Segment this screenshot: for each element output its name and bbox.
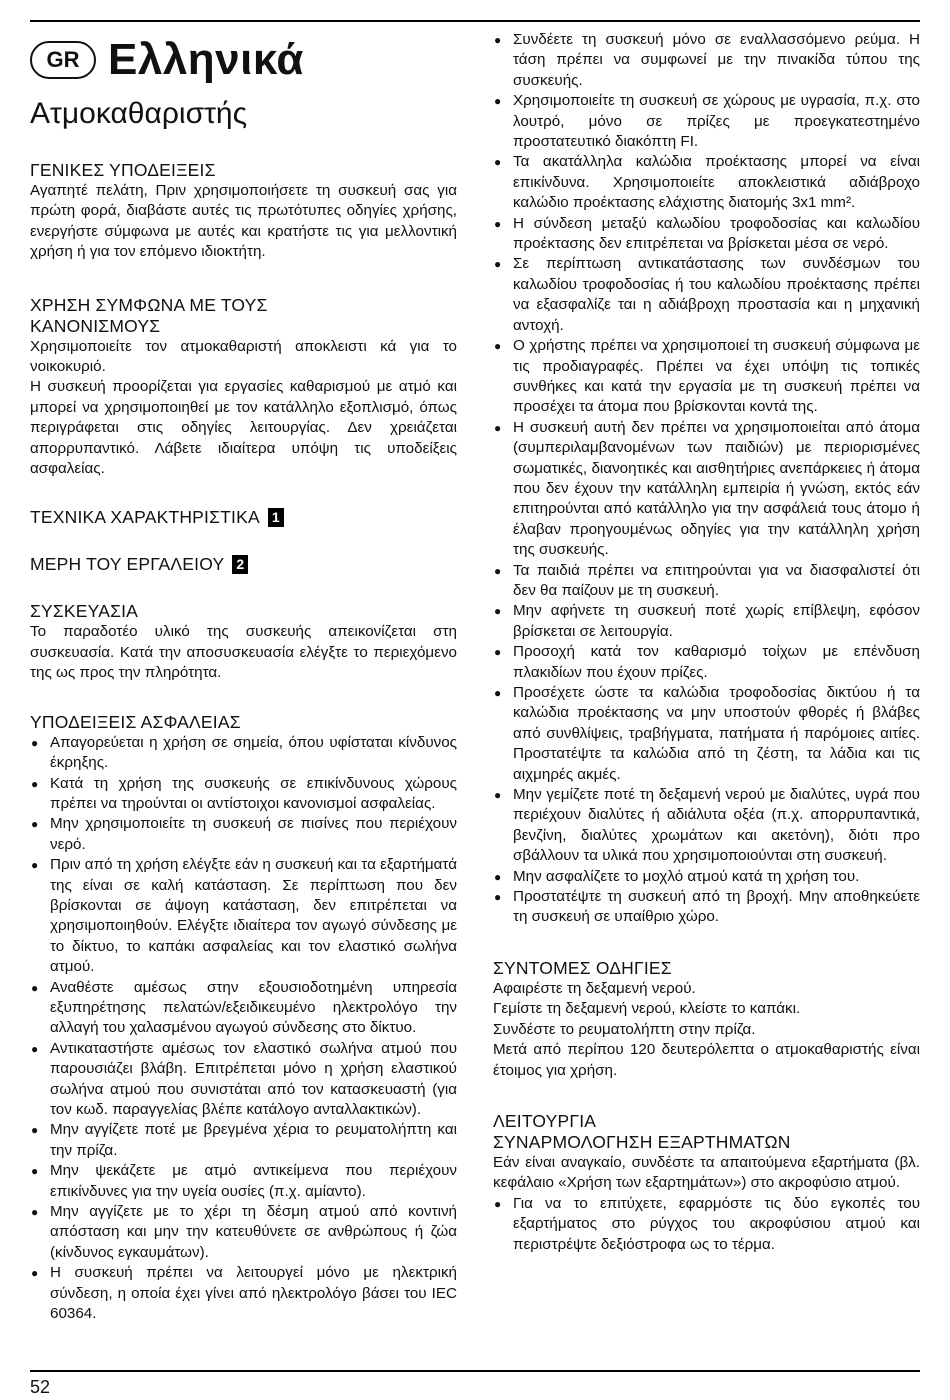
section-operation	[493, 1111, 920, 1255]
page-number: 52	[30, 1377, 51, 1397]
section-tool-parts	[30, 554, 457, 575]
list-item: ● Μην γεμίζετε ποτέ τη δεξαμενή νερού με διαλύτες, υγρά που περιέχουν διαλύτες ή αδιάλυτα οξέα (π.χ. απορρυπαντικά, βενζίνη, διαλύτες χρωμάτων και ακετόνη), διότι προ σβάλλουν τα υλικά που χρησιμοποιούνται στη συσκευή.	[493, 785, 920, 867]
top-rule	[30, 20, 920, 22]
list-item: ● Η συσκευή αυτή δεν πρέπει να χρησιμοποιείται από άτομα (συμπεριλαμβανομένων των παιδιών) με περιορισμένες σωματικές, διανοητικές και αισθητήριες ανεπάρκειες ή άτομα που δεν έχουν την κατάλληλη εμπειρία ή γνώση, εκτός εάν επιτηρούνται από κατάλληλο για την ασφάλειά τους άτομο ή έλαβαν προηγουμένως οδηγίες για την κατάλληλη χρήση της συσκευής.	[493, 418, 920, 561]
operation-list	[493, 1194, 920, 1255]
list-item: ● Μην ψεκάζετε με ατμό αντικείμενα που περιέχουν επικίνδυνες για την υγεία ουσίες (π.χ. αμίαντο).	[30, 1161, 457, 1202]
section-technical-data	[30, 507, 457, 528]
bottom-rule	[30, 1370, 920, 1372]
list-item: ● Απαγορεύεται η χρήση σε σημεία, όπου υφίσταται κίνδυνος έκρηξης.	[30, 733, 457, 774]
list-item: ● Αντικαταστήστε αμέσως τον ελαστικό σωλήνα ατμού που παρουσιάζει βλάβη. Επιτρέπεται μόνο η χρήση ελαστικού σωλήνα ατμού που συνιστάται από τον κατασκευαστή (για τον κωδ. παραγγελίας βλέπε κατάλογο ανταλλακτικών).	[30, 1039, 457, 1121]
list-item: ● Η σύνδεση μεταξύ καλωδίου τροφοδοσίας και καλωδίου προέκτασης δεν επιτρέπεται να βρίσκεται μέσα σε νερό.	[493, 214, 920, 255]
quick-line: Γεμίστε τη δεξαμενή νερού, κλείστε το καπάκι.	[493, 1000, 801, 1018]
section-heading: ΤΕΧΝΙΚΑ ΧΑΡΑΚΤΗΡΙΣΤΙΚΑ	[30, 507, 260, 528]
list-item: ● Μην αγγίζετε με το χέρι τη δέσμη ατμού από κοντινή απόσταση και μην την κατευθύνετε σε ανθρώπους ή ζώα (κίνδυνος εγκαυμάτων).	[30, 1202, 457, 1263]
section-heading: ΣΥΣΚΕΥΑΣΙΑ	[30, 601, 139, 622]
list-item: ● Μην ασφαλίζετε το μοχλό ατμού κατά τη χρήση του.	[493, 867, 920, 887]
quick-line: Συνδέστε το ρευματολήπτη στην πρίζα.	[493, 1020, 756, 1038]
language-code-badge: GR	[30, 41, 96, 79]
list-item: ● Τα ακατάλληλα καλώδια προέκτασης μπορεί να είναι επικίνδυνα. Χρησιμοποιείτε αποκλειστικά αδιάβροχο καλώδιο προέκτασης ελάχιστης διατομής 3x1 mm².	[493, 152, 920, 213]
section-packaging	[30, 601, 457, 683]
section-quick-guide	[493, 958, 920, 1081]
list-item: ● Κατά τη χρήση της συσκευής σε επικίνδυνους χώρους πρέπει να τηρούνται οι αντίστοιχοι κανονισμοί ασφαλείας.	[30, 774, 457, 815]
tool-parts-heading	[30, 554, 457, 575]
section-heading: ΣΥΝΤΟΜΕΣ ΟΔΗΓΙΕΣ	[493, 957, 672, 978]
list-item: ● Μην αφήνετε τη συσκευή ποτέ χωρίς επίβλεψη, εφόσον βρίσκεται σε λειτουργία.	[493, 601, 920, 642]
figure-ref-badge: 2	[232, 555, 248, 574]
section-heading-line2: ΚΑΝΟΝΙΣΜΟΥΣ	[30, 315, 161, 336]
section-heading: ΓΕΝΙΚΕΣ ΥΠΟΔΕΙΞΕΙΣ	[30, 160, 216, 180]
list-item: ● Αναθέστε αμέσως στην εξουσιοδοτημένη υπηρεσία εξυπηρέτησης πελατών/εξειδικευμένο ηλεκτρολόγο την αλλαγή του χαλασμένου αγωγού σύνδεσης στο δίκτυο.	[30, 978, 457, 1039]
section-text: Αγαπητέ πελάτη, Πριν χρησιμοποιήσετε τη συσκευή σας για πρώτη φορά, διαβάστε αυτές τις πρωτότυπες οδηγίες χρήσης, ενεργήστε σύμφωνα με αυτές και κρατήστε τις για μελλοντική χρήση ή για τον επόμενο ιδιοκτήτη.	[30, 182, 457, 261]
list-item: ● Μην αγγίζετε ποτέ με βρεγμένα χέρια το ρευματολήπτη και την πρίζα.	[30, 1120, 457, 1161]
document-title: Ατμοκαθαριστής	[30, 97, 248, 130]
list-item: ● Μην χρησιμοποιείτε τη συσκευή σε πισίνες που περιέχουν νερό.	[30, 814, 457, 855]
list-item: ● Ο χρήστης πρέπει να χρησιμοποιεί τη συσκευή σύμφωνα με τις προδιαγραφές. Πρέπει να έχει υπόψη τις τοπικές συνθήκες και κατά την εργασία με τη συσκευή πρέπει να προσέχει τα άτομα που βρίσκονται κοντά της.	[493, 336, 920, 418]
list-item: ● Σε περίπτωση αντικατάστασης των συνδέσμων του καλωδίου τροφοδοσίας ή του καλωδίου προέκτασης πρέπει να εξασφαλίζε ται η αδιάβροχη προστασία και η μηχανική αντοχή.	[493, 254, 920, 336]
list-item: ● Συνδέετε τη συσκευή μόνο σε εναλλασσόμενο ρεύμα. Η τάση πρέπει να συμφωνεί με την πινακίδα τύπου της συσκευής.	[493, 30, 920, 91]
language-title: Ελληνικά	[108, 34, 304, 84]
list-item: ● Για να το επιτύχετε, εφαρμόστε τις δύο εγκοπές του εξαρτήματος στο ρύγχος του ακροφύσιου ατμού και περιστρέψτε δεξιόστροφα ως το τέρμα.	[493, 1194, 920, 1255]
section-safety	[30, 712, 457, 1325]
technical-data-heading	[30, 507, 457, 528]
section-intended-use	[30, 295, 457, 480]
list-item: ● Προστατέψτε τη συσκευή από τη βροχή. Μην αποθηκεύετε τη συσκευή σε υπαίθριο χώρο.	[493, 887, 920, 928]
left-column	[30, 26, 457, 1346]
safety-list-continued	[493, 30, 920, 928]
section-general	[30, 160, 457, 263]
safety-list	[30, 733, 457, 1325]
section-text-1: Χρησιμοποιείτε τον ατμοκαθαριστή αποκλειστι κά για το νοικοκυριό.	[30, 337, 457, 376]
section-heading: ΜΕΡΗ ΤΟΥ ΕΡΓΑΛΕΙΟΥ	[30, 554, 225, 575]
quick-line: Αφαιρέστε τη δεξαμενή νερού.	[493, 979, 696, 997]
list-item: ● Προσοχή κατά τον καθαρισμό τοίχων με επένδυση πλακιδίων που έχουν πρίζες.	[493, 642, 920, 683]
list-item: ● Η συσκευή πρέπει να λειτουργεί μόνο με ηλεκτρική σύνδεση, η οποία έχει γίνει από ηλεκτρολόγο βάσει του IEC 60364.	[30, 1263, 457, 1324]
language-header	[30, 30, 457, 90]
figure-ref-badge: 1	[268, 508, 284, 527]
section-heading: ΛΕΙΤΟΥΡΓΙΑ	[493, 1110, 597, 1131]
section-text: Εάν είναι αναγκαίο, συνδέστε τα απαιτούμενα εξαρτήματα (βλ. κεφάλαιο «Χρήση των εξαρτημάτων») στο ακροφύσιο ατμού.	[493, 1153, 920, 1192]
section-subheading: ΣΥΝΑΡΜΟΛΟΓΗΣΗ ΕΞΑΡΤΗΜΑΤΩΝ	[493, 1131, 791, 1152]
list-item: ● Τα παιδιά πρέπει να επιτηρούνται για να διασφαλιστεί ότι δεν θα παίζουν με τη συσκευή.	[493, 561, 920, 602]
list-item: ● Χρησιμοποιείτε τη συσκευή σε χώρους με υγρασία, π.χ. στο λουτρό, μόνο σε πρίζες με προεγκατεστημένο προστατευτικό διακόπτη FI.	[493, 91, 920, 152]
quick-line: Μετά από περίπου 120 δευτερόλεπτα ο ατμοκαθαριστής είναι έτοιμος για χρήση.	[493, 1041, 920, 1079]
list-item: ● Πριν από τη χρήση ελέγξτε εάν η συσκευή και τα εξαρτήματά της είναι σε καλή κατάσταση. Σε περίπτωση που δεν βρίσκονται σε άψογη κατάσταση, δεν επιτρέπεται να χρησιμοποιηθούν. Ελέγξτε ιδιαίτερα τον αγωγό σύνδεσης με το δίκτυο, το καπάκι ασφαλείας και τον ελαστικό σωλήνα ατμού.	[30, 855, 457, 977]
right-column	[493, 30, 920, 1277]
section-heading: ΥΠΟΔΕΙΞΕΙΣ ΑΣΦΑΛΕΙΑΣ	[30, 711, 241, 732]
section-heading-line1: ΧΡΗΣΗ ΣΥΜΦΩΝΑ ΜΕ ΤΟΥΣ	[30, 294, 268, 315]
section-text: Το παραδοτέο υλικό της συσκευής απεικονίζεται στη συσκευασία. Κατά την αποσυσκευασία ελέγξτε το περιεχόμενο της ως προς την πληρότητα.	[30, 623, 457, 682]
section-text-2: Η συσκευή προορίζεται για εργασίες καθαρισμού με ατμό και μπορεί να χρησιμοποιηθεί με τον κατάλληλο εξοπλισμό, όπως περιγράφεται στις οδηγίες λειτουργίας. Δεν χρειάζεται απορρυπαντικό. Λάβετε ιδιαίτερα υπόψη τις υποδείξεις ασφαλείας.	[30, 378, 457, 478]
list-item: ● Προσέχετε ώστε τα καλώδια τροφοδοσίας δικτύου ή τα καλώδια προέκτασης να μην υποστούν φθορές ή βλάβες από συνθλίψεις, τραβήγματα, πατήματα ή παρόμοιες αιτίες. Προστατέψτε τα καλώδια από τη ζέστη, τα λάδια και τις αιχμηρές ακμές.	[493, 683, 920, 785]
